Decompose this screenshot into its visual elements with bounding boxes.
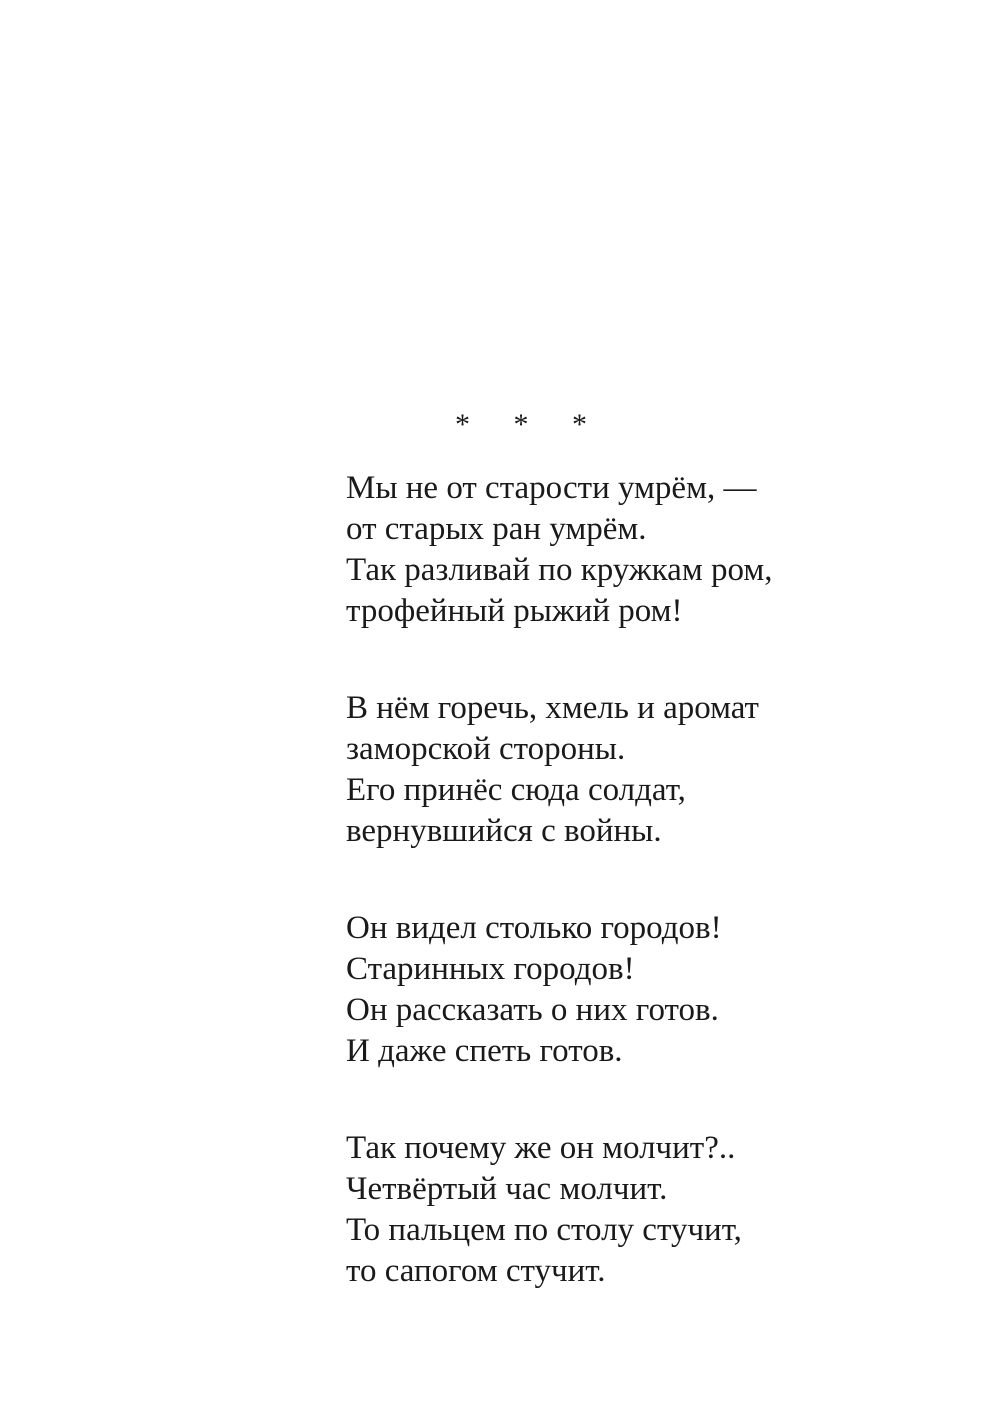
poem-line: Он видел столько городов! [346,910,722,946]
poem-line: То пальцем по столу стучит, [346,1212,742,1248]
poem-line: трофейный рыжий ром! [346,593,683,629]
poem-line: вернувшийся с войны. [346,813,662,849]
section-separator: * * * [455,408,605,441]
stanza-1 [346,468,946,632]
poem [346,468,946,1348]
poem-line: Так почему же он молчит?.. [346,1130,736,1166]
poem-line: заморской стороны. [346,731,626,767]
poem-line: Он рассказать о них готов. [346,992,719,1028]
poem-line: Старинных городов! [346,951,635,987]
poem-line: В нём горечь, хмель и аромат [346,690,759,726]
poem-line: И даже спеть готов. [346,1033,623,1069]
poem-line: от старых ран умрём. [346,511,647,547]
poem-line: Четвёртый час молчит. [346,1171,668,1207]
poem-line: то сапогом стучит. [346,1253,606,1289]
stanza-2 [346,688,946,852]
poem-line: Его принёс сюда солдат, [346,772,686,808]
stanza-3 [346,908,946,1072]
stanza-4 [346,1128,946,1292]
poem-line: Мы не от старости умрём, — [346,470,757,506]
poem-line: Так разливай по кружкам ром, [346,552,773,588]
